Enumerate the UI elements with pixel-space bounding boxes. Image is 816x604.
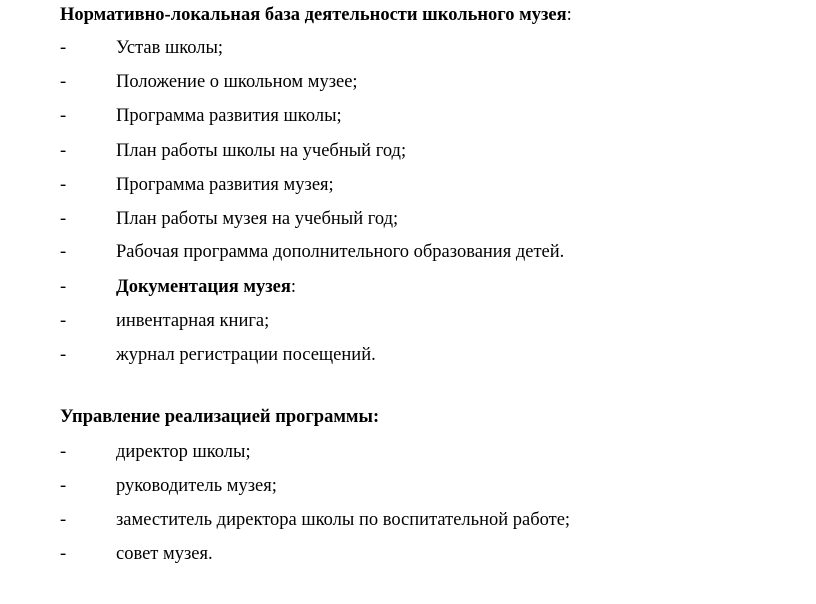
list-item-text: План работы музея на учебный год; [116, 209, 399, 229]
list-item-text: заместитель директора школы по воспитательной работе; [116, 510, 571, 530]
list-dash: - [60, 476, 67, 496]
documentation-bold-text: Документация музея [116, 277, 291, 297]
list-dash: - [60, 544, 67, 564]
list-dash: - [60, 510, 67, 530]
list-dash: - [60, 442, 67, 462]
list-item-text: журнал регистрации посещений. [116, 345, 376, 365]
list-item-text: Программа развития школы; [116, 106, 342, 126]
list-item-text: План работы школы на учебный год; [116, 141, 407, 161]
section-heading-management [60, 406, 379, 428]
list-item-text: Устав школы; [116, 38, 224, 58]
list-item-text: Программа развития музея; [116, 175, 334, 195]
list-dash: - [60, 72, 67, 92]
list-item-text: Положение о школьном музее; [116, 72, 358, 92]
list-dash: - [60, 175, 67, 195]
list-item-text: директор школы; [116, 442, 251, 462]
list-dash: - [60, 209, 67, 229]
heading-bold-text: Управление реализацией программы: [60, 407, 380, 427]
list-dash: - [60, 242, 67, 262]
list-dash: - [60, 141, 67, 161]
list-dash: - [60, 311, 67, 331]
list-item-text: руководитель музея; [116, 476, 277, 496]
documentation-suffix: : [290, 277, 297, 297]
heading-suffix: : [566, 5, 572, 25]
list-item-text: Рабочая программа дополнительного образования детей. [116, 242, 565, 262]
section-heading-normative [60, 4, 572, 26]
list-dash: - [60, 277, 67, 297]
list-item-text [116, 276, 296, 298]
heading-bold-text: Нормативно-локальная база деятельности школьного музея [60, 5, 567, 25]
list-dash: - [60, 38, 67, 58]
list-item-text: совет музея. [116, 544, 213, 564]
list-item-text: инвентарная книга; [116, 311, 270, 331]
list-dash: - [60, 345, 67, 365]
list-dash: - [60, 106, 67, 126]
